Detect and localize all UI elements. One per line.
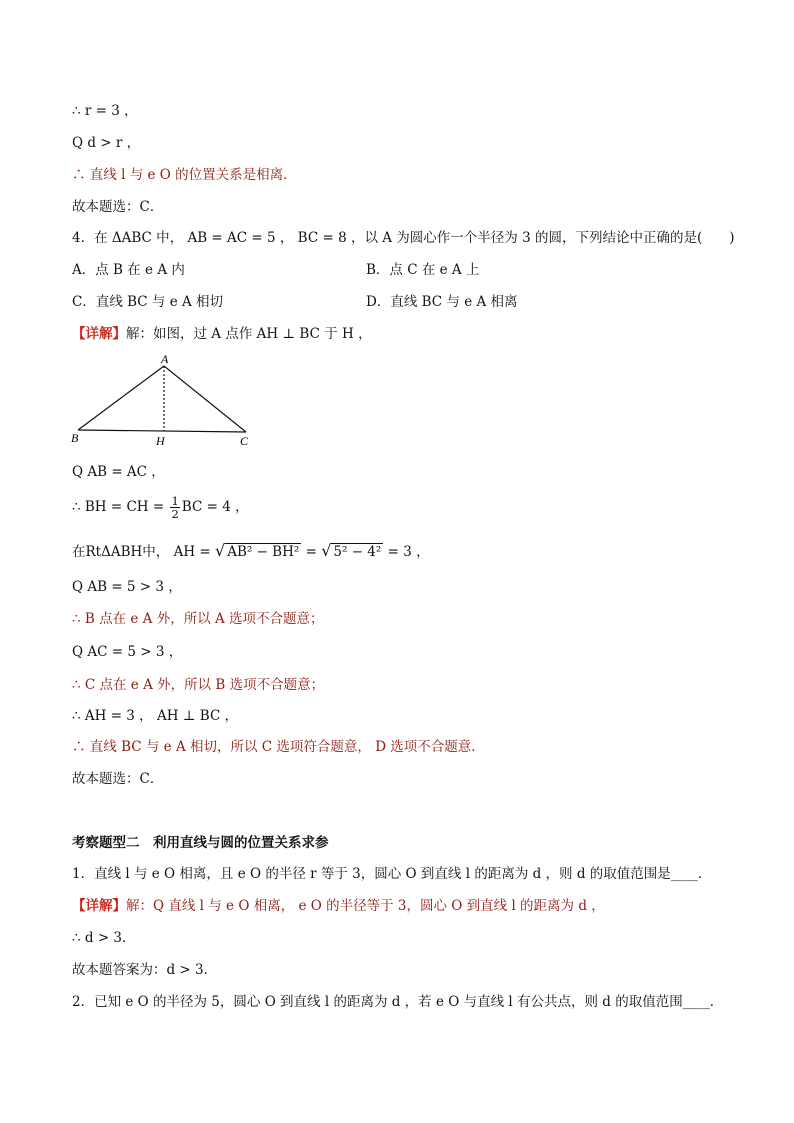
fraction-numerator: 1 (171, 494, 179, 508)
problem-1-detail-text: 解：Q 直线 l 与 e O 相离， e O 的半径等于 3，圆心 O 到直线 l 的距离为 d ， (126, 898, 605, 914)
label-b: B (71, 431, 79, 445)
sqrt-symbol-2: √ (321, 541, 332, 560)
step-c-outside: ∴ C 点在 e A 外，所以 B 选项不合题意； (72, 677, 325, 693)
option-d: D．直线 BC 与 e A 相离 (366, 294, 518, 310)
radicand-2: 5² − 4² (333, 544, 382, 560)
problem-1: 1．直线 l 与 e O 相离，且 e O 的半径 r 等于 3，圆心 O 到直线 l 的距离为 d ，则 d 的取值范围是____． (72, 866, 712, 882)
detail-line (72, 325, 372, 343)
label-a: A (161, 352, 169, 366)
step-r-equals-3: ∴ r = 3 ， (72, 103, 138, 119)
sqrt-symbol: √ (215, 541, 226, 560)
step-d-greater-r: Q d > r ， (72, 135, 141, 151)
conclusion-separate: ∴ 直线 l 与 e O 的位置关系是相离． (72, 167, 297, 183)
step-ah-post: = 3 ， (383, 544, 430, 560)
section-heading: 考察题型二 利用直线与圆的位置关系求参 (72, 835, 329, 851)
option-c: C．直线 BC 与 e A 相切 (72, 294, 224, 310)
problem-1-step: ∴ d > 3． (72, 930, 136, 946)
option-b: B．点 C 在 e A 上 (366, 262, 480, 278)
radicand-1: AB² − BH² (227, 544, 300, 560)
step-ac-5: Q AC = 5 > 3 ， (72, 644, 183, 660)
detail-tag: 【详解】 (72, 326, 126, 342)
question-4: 4．在 ΔABC 中， AB = AC = 5 ， BC = 8 ，以 A 为圆心作一个半径为 3 的圆，下列结论中正确的是( ) (72, 230, 735, 246)
problem-1-detail (72, 897, 605, 915)
detail-tag-2: 【详解】 (72, 898, 126, 914)
answer-line-2: 故本题选：C． (72, 771, 164, 787)
problem-1-answer: 故本题答案为：d > 3． (72, 962, 218, 978)
step-ab-5: Q AB = 5 > 3 ， (72, 579, 182, 595)
side-ab (78, 366, 164, 430)
step-bh-ch-pre: ∴ BH = CH = (72, 499, 169, 515)
step-tangent: ∴ 直线 BC 与 e A 相切，所以 C 选项符合题意， D 选项不合题意． (72, 739, 485, 755)
answer-line: 故本题选：C． (72, 199, 164, 215)
triangle-figure (68, 352, 268, 452)
step-bh-ch-post: BC = 4 ， (181, 499, 249, 515)
label-c: C (240, 434, 249, 448)
step-bh-ch (72, 494, 249, 520)
step-ah-3: ∴ AH = 3 ， AH ⊥ BC ， (72, 708, 239, 724)
fraction-denominator: 2 (171, 507, 179, 521)
step-ab-equals-ac: Q AB = AC ， (72, 464, 165, 480)
side-ac (164, 366, 246, 432)
step-ah-calc (72, 542, 430, 561)
step-ah-mid: = (301, 544, 322, 560)
option-a: A．点 B 在 e A 内 (72, 262, 185, 278)
side-bc (78, 430, 246, 432)
fraction-half (170, 495, 179, 520)
step-ah-pre: 在RtΔABH中， AH = (72, 544, 215, 560)
detail-text: 解：如图，过 A 点作 AH ⊥ BC 于 H ， (126, 326, 372, 342)
step-b-outside: ∴ B 点在 e A 外，所以 A 选项不合题意； (72, 611, 324, 627)
problem-2: 2．已知 e O 的半径为 5，圆心 O 到直线 l 的距离为 d ，若 e O 与直线 l 有公共点，则 d 的取值范围____． (72, 994, 724, 1010)
label-h: H (156, 434, 165, 448)
